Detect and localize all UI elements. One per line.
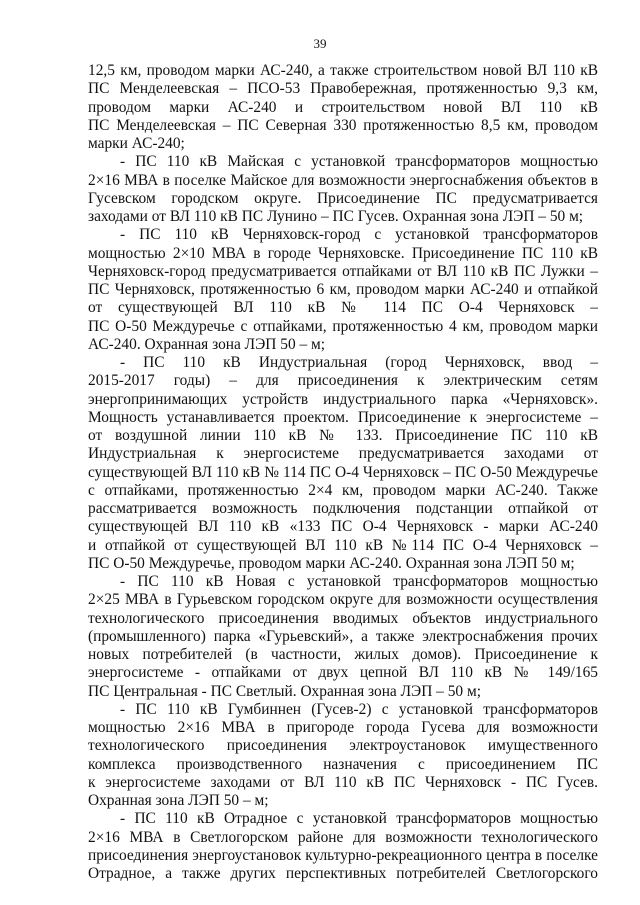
text-line: ПС О-50 Междуречье, проводом марки АС-240. Охранная зона ЛЭП 50 м; [88,554,575,572]
text-line: АС-240. Охранная зона ЛЭП 50 – м; [88,335,326,353]
text-line: к энергосистеме заходами от ВЛ 110 кВ ПС Черняховск - ПС Гусев. [88,773,598,791]
page-number: 39 [313,36,327,51]
text-line: технологического присоединения электроустановок имущественного [88,737,598,755]
text-line: с отпайками, протяженностью 2×4 км, проводом марки АС-240. Также [88,481,598,499]
text-line: заходами от ВЛ 110 кВ ПС Лунино – ПС Гусев. Охранная зона ЛЭП – 50 м; [88,208,584,225]
text-line: присоединения энергоустановок культурно-рекреационного центра в поселке [88,846,598,864]
text-line: Черняховск-город предусматривается отпайками от ВЛ 110 кВ ПС Лужки – [88,262,598,280]
text-line: Индустриальная к энергосистеме предусматривается заходами от [88,445,598,463]
document-body-text [88,62,598,883]
text-line: 2×16 МВА в Светлогорском районе для возможности технологического [88,828,598,846]
text-line: ПС Менделеевская – ПСО-53 Правобережная, протяженностью 9,3 км, [88,80,598,98]
text-line: ПС Центральная - ПС Светлый. Охранная зона ЛЭП – 50 м; [88,682,481,700]
text-line: ПС Черняховск, протяженностью 6 км, проводом марки АС-240 и отпайкой [88,281,598,298]
text-line: от существующей ВЛ 110 кВ № 114 ПС О-4 Черняховск – [88,299,598,317]
text-line: 12,5 км, проводом марки АС-240, а также строительством новой ВЛ 110 кВ [88,62,598,79]
text-line: проводом марки АС-240 и строительством новой ВЛ 110 кВ [88,98,598,116]
text-line: существующей ВЛ 110 кВ № 114 ПС О-4 Черняховск – ПС О-50 Междуречье [88,463,598,481]
text-line: существующей ВЛ 110 кВ «133 ПС О-4 Черняховск - марки АС-240 [88,518,598,536]
text-line: ПС О-50 Междуречье с отпайками, протяженностью 4 км, проводом марки [88,317,598,335]
text-line: Охранная зона ЛЭП 50 – м; [88,792,269,809]
text-line: - ПС 110 кВ Майская с установкой трансформаторов мощностью [120,153,598,171]
text-line: - ПС 110 кВ Черняховск-город с установкой трансформаторов [120,226,598,244]
text-line: ПС Менделеевская – ПС Северная 330 протяженностью 8,5 км, проводом [88,116,598,134]
text-line: Отрадное, а также других перспективных потребителей Светлогорского [88,865,598,882]
text-line: 2×25 МВА в Гурьевском городском округе для возможности осуществления [88,591,598,609]
text-line: от воздушной линии 110 кВ № 133. Присоединение ПС 110 кВ [88,427,598,444]
text-line: Мощность устанавливается проектом. Присоединение к энергосистеме – [88,408,598,426]
text-line: энергопринимающих устройств индустриального парка «Черняховск». [88,390,598,408]
text-line: 2×16 МВА в поселке Майское для возможности энергоснабжения объектов в [88,171,598,189]
text-line: - ПС 110 кВ Индустриальная (город Черняховск, ввод – [120,354,598,371]
text-line: комплекса производственного назначения с присоединением ПС [88,755,598,773]
text-line: рассматривается возможность подключения подстанции отпайкой от [88,500,598,517]
text-line: - ПС 110 кВ Отрадное с установкой трансформаторов мощностью [120,810,598,828]
text-line: технологического присоединения вводимых объектов индустриального [88,609,598,627]
text-line: мощностью 2×10 МВА в городе Черняховске. Присоединение ПС 110 кВ [88,244,598,262]
text-line: новых потребителей (в частности, жилых домов). Присоединение к [88,646,598,663]
text-line: - ПС 110 кВ Новая с установкой трансформаторов мощностью [120,573,598,590]
text-line: энергосистеме - отпайками от двух цепной ВЛ 110 кВ № 149/165 [88,664,598,682]
text-line: 2015-2017 годы) – для присоединения к электрическим сетям [88,372,598,390]
text-line: мощностью 2×16 МВА в пригороде города Гусева для возможности [88,719,598,736]
text-line: марки АС-240; [88,135,185,152]
text-line: - ПС 110 кВ Гумбиннен (Гусев-2) с установкой трансформаторов [120,700,598,718]
text-line: (промышленного) парка «Гурьевский», а также электроснабжения прочих [88,627,598,645]
text-line: и отпайкой от существующей ВЛ 110 кВ №114 ПС О-4 Черняховск – [88,536,598,554]
text-line: Гусевском городском округе. Присоединение ПС предусматривается [88,189,598,207]
